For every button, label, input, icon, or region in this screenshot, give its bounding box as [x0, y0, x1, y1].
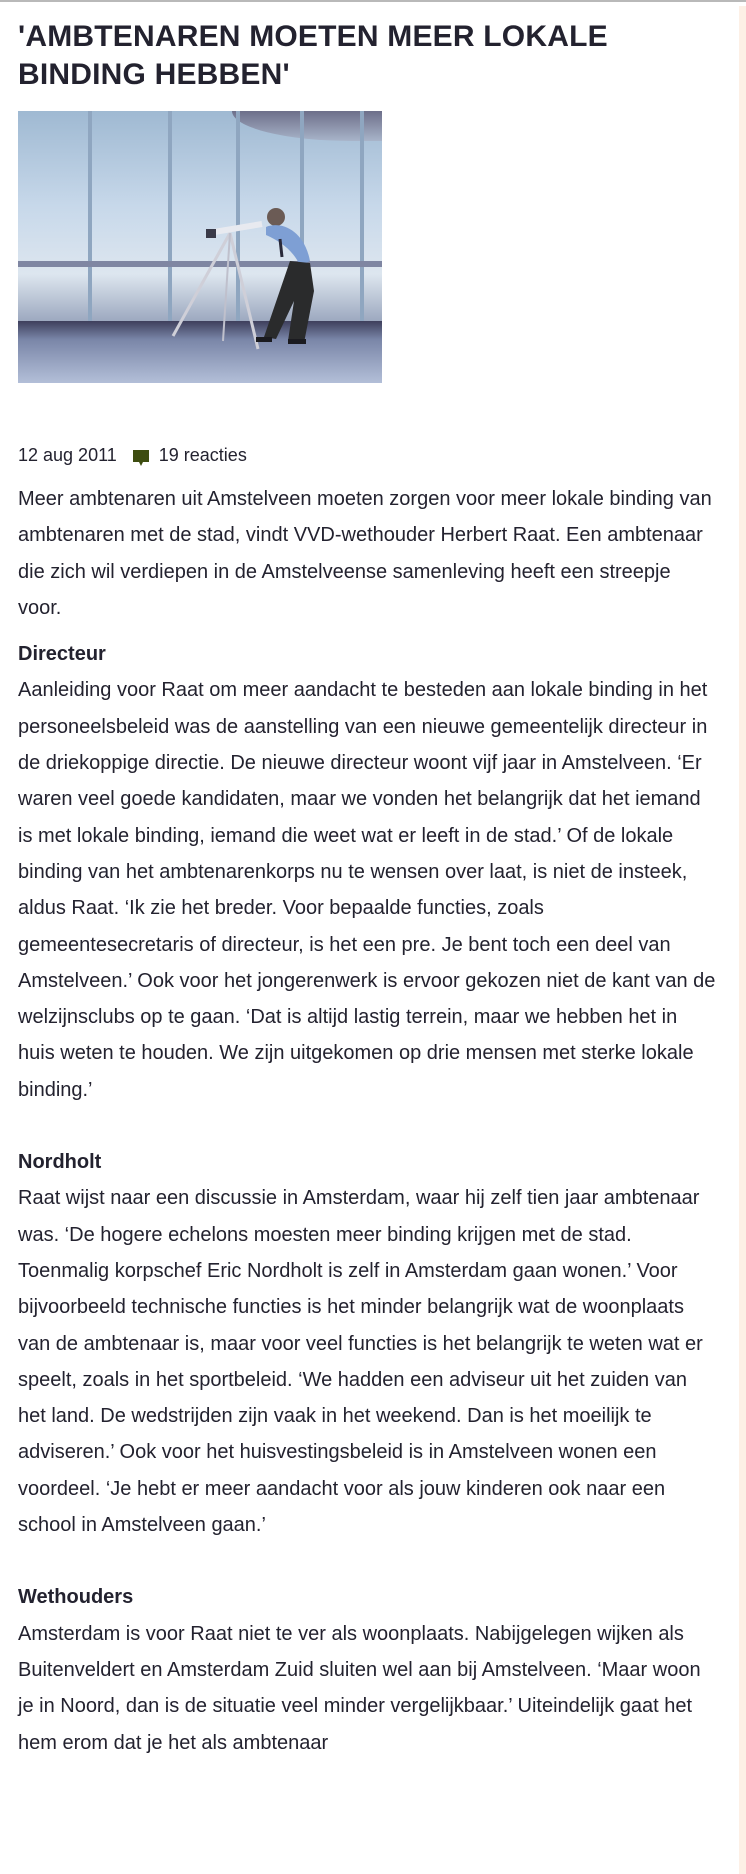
article-image: [18, 111, 382, 383]
article-body: [18, 481, 718, 1761]
page-edge-border: [739, 6, 746, 1874]
section-text: Amsterdam is voor Raat niet te ver als woonplaats. Nabijgelegen wijken als Buitenveldert en Amsterdam Zuid sluiten wel aan bij Amstelveen. ‘Maar woon je in Noord, dan is de situatie veel minder vergelijkbaar.’ Uiteindelijk gaat het hem erom dat je het als ambtenaar: [18, 1622, 701, 1754]
section-heading: Directeur: [18, 643, 106, 666]
section-text: Aanleiding voor Raat om meer aandacht te besteden aan lokale binding in het personeelsbeleid was de aanstelling van een nieuwe gemeentelijk directeur in de driekoppige directie. De nieuwe directeur woont vijf jaar in Amstelveen. ‘Er waren veel goede kandidaten, maar we vonden het belangrijk dat het iemand is met lokale binding, iemand die weet wat er leeft in de stad.’ Of de lokale binding van het ambtenarenkorps nu te wensen over laat, is niet de insteek, aldus Raat. ‘Ik zie het breder. Voor bepaalde functies, zoals gemeentesecretaris of directeur, is het een pre. Je bent toch een deel van Amstelveen.’ Ook voor het jongerenwerk is ervoor gekozen niet de kant van de welzijnsclubs op te gaan. ‘Dat is altijd lastig terrein, maar we hebben het in huis weten te houden. We zijn uitgekomen op drie mensen met sterke lokale binding.’: [18, 679, 716, 1101]
top-divider: [0, 0, 746, 2]
section-nordholt: [18, 1144, 718, 1543]
section-heading: Nordholt: [18, 1151, 102, 1174]
section-directeur: [18, 636, 718, 1108]
speech-bubble-icon[interactable]: [133, 450, 149, 462]
section-text: Raat wijst naar een discussie in Amsterdam, waar hij zelf tien jaar ambtenaar was. ‘De hogere echelons moesten meer binding krijgen met de stad. Toenmalig korpschef Eric Nordholt is zelf in Amsterdam gaan wonen.’ Voor bijvoorbeeld technische functies is het minder belangrijk wat de woonplaats van de ambtenaar is, maar voor veel functies is het belangrijk te weten wat er speelt, zoals in het sportbeleid. ‘We hadden een adviseur uit het zuiden van het land. De wedstrijden zijn vaak in het weekend. Dan is het moeilijk te adviseren.’ Ook voor het huisvestingsbeleid is in Amstelveen wonen een voordeel. ‘Je hebt er meer aandacht voor als jouw kinderen ook naar een school in Amstelveen gaan.’: [18, 1187, 703, 1537]
article-lead: Meer ambtenaren uit Amstelveen moeten zorgen voor meer lokale binding van ambtenaren met de stad, vindt VVD-wethouder Herbert Raat. Een ambtenaar die zich wil verdiepen in de Amstelveense samenleving heeft een streepje voor.: [18, 488, 712, 619]
publish-date: 12 aug 2011: [18, 444, 117, 465]
article-title: 'AMBTENAREN MOETEN MEER LOKALE BINDING HEBBEN': [18, 20, 608, 91]
comments-link[interactable]: 19 reacties: [158, 444, 247, 465]
article: [18, 12, 718, 1797]
article-meta: [18, 443, 718, 467]
section-wethouders: [18, 1579, 718, 1760]
telescope-figure-icon: [18, 111, 382, 383]
section-heading: Wethouders: [18, 1586, 134, 1609]
